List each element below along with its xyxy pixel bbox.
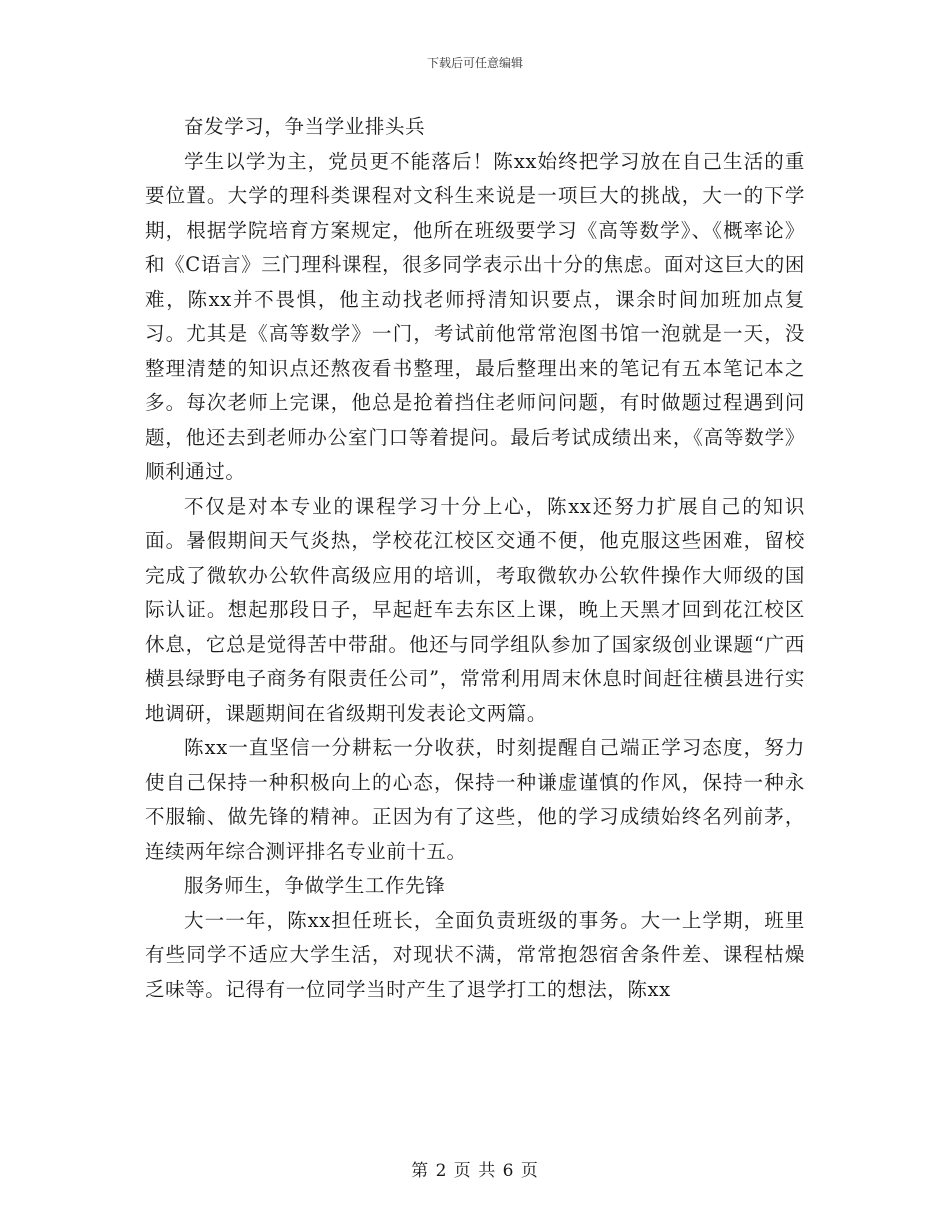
paragraph-study-2: 不仅是对本专业的课程学习十分上心，陈xx还努力扩展自己的知识面。暑假期间天气炎热，学校花江校区交通不便，他克服这些困难，留校完成了微软办公软件高级应用的培训，考取微软办公软件操作大师级的国际认证。想起那段日子，早起赶车去东区上课，晚上天黑才回到花江校区休息，它总是觉得苦中带甜。他还与同学组队参加了国家级创业课题“广西横县绿野电子商务有限责任公司”，常常利用周末休息时间赶往横县进行实地调研，课题期间在省级期刊发表论文两篇。: [145, 494, 805, 725]
paragraph-service-1: 大一一年，陈xx担任班长，全面负责班级的事务。大一上学期，班里有些同学不适应大学生活，对现状不满，常常抱怨宿舍条件差、课程枯燥乏味等。记得有一位同学当时产生了退学打工的想法，陈xx: [145, 908, 805, 1001]
page-number-footer: 第 2 页 共 6 页: [411, 1161, 539, 1181]
section-heading-service: 服务师生，争做学生工作先锋: [184, 874, 446, 897]
paragraph-study-3: 陈xx一直坚信一分耕耘一分收获，时刻提醒自己端正学习态度，努力使自己保持一种积极向上的心态，保持一种谦虚谨慎的作风，保持一种永不服输、做先锋的精神。正因为有了这些，他的学习成绩始终名列前茅，连续两年综合测评排名专业前十五。: [145, 736, 805, 863]
document-body: [145, 110, 805, 1007]
section-heading-study: 奋发学习，争当学业排头兵: [184, 115, 426, 138]
paragraph-study-1: 学生以学为主，党员更不能落后！陈xx始终把学习放在自己生活的重要位置。大学的理科类课程对文科生来说是一项巨大的挑战，大一的下学期，根据学院培育方案规定，他所在班级要学习《高等数学》、《概率论》和《C语言》三门理科课程，很多同学表示出十分的焦虑。面对这巨大的困难，陈xx并不畏惧，他主动找老师捋清知识要点，课余时间加班加点复习。尤其是《高等数学》一门，考试前他常常泡图书馆一泡就是一天，没整理清楚的知识点还熬夜看书整理，最后整理出来的笔记有五本笔记本之多。每次老师上完课，他总是抢着挡住老师问问题，有时做题过程遇到问题，他还去到老师办公室门口等着提问。最后考试成绩出来，《高等数学》顺利通过。: [145, 149, 805, 483]
page-header-note: 下载后可任意编辑: [426, 56, 523, 70]
